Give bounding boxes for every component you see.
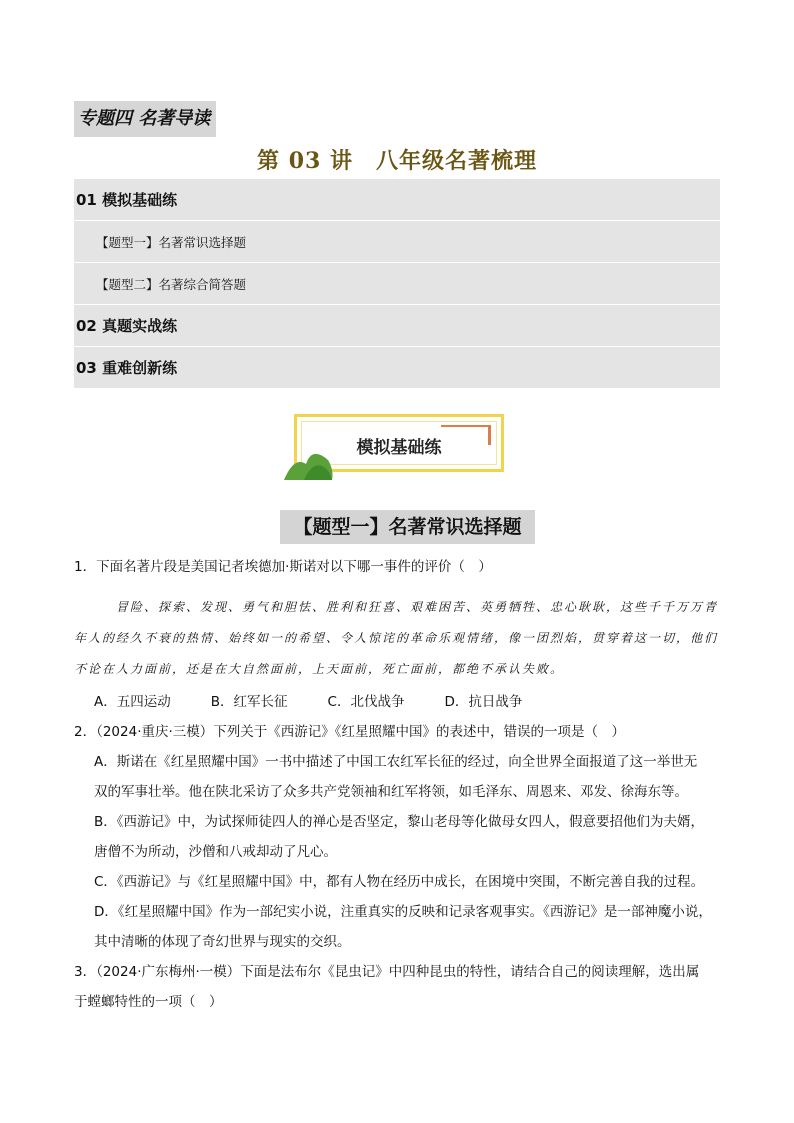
option-line: D．《红星照耀中国》作为一部纪实小说，注重真实的反映和记录客观事实。《西游记》是一部神魔小说，: [94, 904, 712, 920]
question-1-passage: [74, 592, 724, 685]
questions-content: [74, 552, 724, 1017]
question-2-stem: 2．（2024·重庆·三模）下列关于《西游记》《红星照耀中国》的表述中，错误的一项是（ ）: [74, 724, 626, 740]
toc-item-real-exam[interactable]: 02 真题实战练: [74, 305, 720, 346]
option-line: C．《西游记》与《红星照耀中国》中，都有人物在经历中成长，在困境中突围，不断完善自我的过程。: [94, 874, 705, 890]
option-d[interactable]: D．抗日战争: [444, 694, 523, 710]
toc-item-type-2[interactable]: 【题型二】名著综合简答题: [74, 263, 720, 304]
section-title: 【题型一】名著常识选择题: [280, 510, 535, 544]
question-3-stem-cont: 于螳螂特性的一项（ ）: [74, 994, 223, 1010]
question-1-stem: 1．下面名著片段是美国记者埃德加·斯诺对以下哪一事件的评价（ ）: [74, 559, 492, 575]
toc-item-type-1[interactable]: 【题型一】名著常识选择题: [74, 221, 720, 262]
question-1-options: [74, 687, 724, 717]
option-b[interactable]: B．红军长征: [210, 694, 288, 710]
option-c[interactable]: [74, 867, 724, 897]
lecture-title: 第 03 讲 八年级名著梳理: [257, 148, 537, 174]
option-line: B．《西游记》中，为试探师徒四人的禅心是否坚定，黎山老母等化做母女四人，假意要招他们为夫婿，: [94, 814, 705, 830]
table-of-contents: [74, 179, 720, 389]
topic-tag: 专题四 名著导读: [74, 101, 216, 137]
option-c[interactable]: C．北伐战争: [327, 694, 405, 710]
badge-accent-line: [441, 425, 491, 427]
toc-item-simulation[interactable]: 01 模拟基础练: [74, 179, 720, 220]
question-3-stem: 3．（2024·广东梅州·一模）下面是法布尔《昆虫记》中四种昆虫的特性，请结合自己的阅读理解，选出属: [74, 964, 700, 980]
passage-line: 冒险、探索、发现、勇气和胆怯、胜利和狂喜、艰难困苦、英勇牺牲、忠心耿耿，这些千千万万青: [116, 600, 719, 614]
passage-line: 年人的经久不衰的热情、始终如一的希望、令人惊诧的革命乐观情绪，像一团烈焰，贯穿着这一切，他们: [74, 631, 719, 645]
option-a[interactable]: A．五四运动: [94, 694, 171, 710]
hills-icon: [284, 442, 334, 482]
badge-label: 模拟基础练: [356, 438, 442, 458]
option-line: 唐僧不为所动，沙僧和八戒却动了凡心。: [94, 844, 337, 860]
option-b[interactable]: [74, 807, 724, 867]
passage-line: 不论在人力面前，还是在大自然面前，上天面前，死亡面前，都绝不承认失败。: [74, 662, 565, 676]
option-line: 其中清晰的体现了奇幻世界与现实的交织。: [94, 934, 351, 950]
option-a[interactable]: [74, 747, 724, 807]
option-d[interactable]: [74, 897, 724, 957]
option-line: 双的军事壮举。他在陕北采访了众多共产党领袖和红军将领，如毛泽东、周恩来、邓发、徐海东等。: [94, 784, 688, 800]
option-line: A．斯诺在《红星照耀中国》一书中描述了中国工农红军长征的经过，向全世界全面报道了这一举世无: [94, 754, 698, 770]
toc-item-innovation[interactable]: 03 重难创新练: [74, 347, 720, 388]
